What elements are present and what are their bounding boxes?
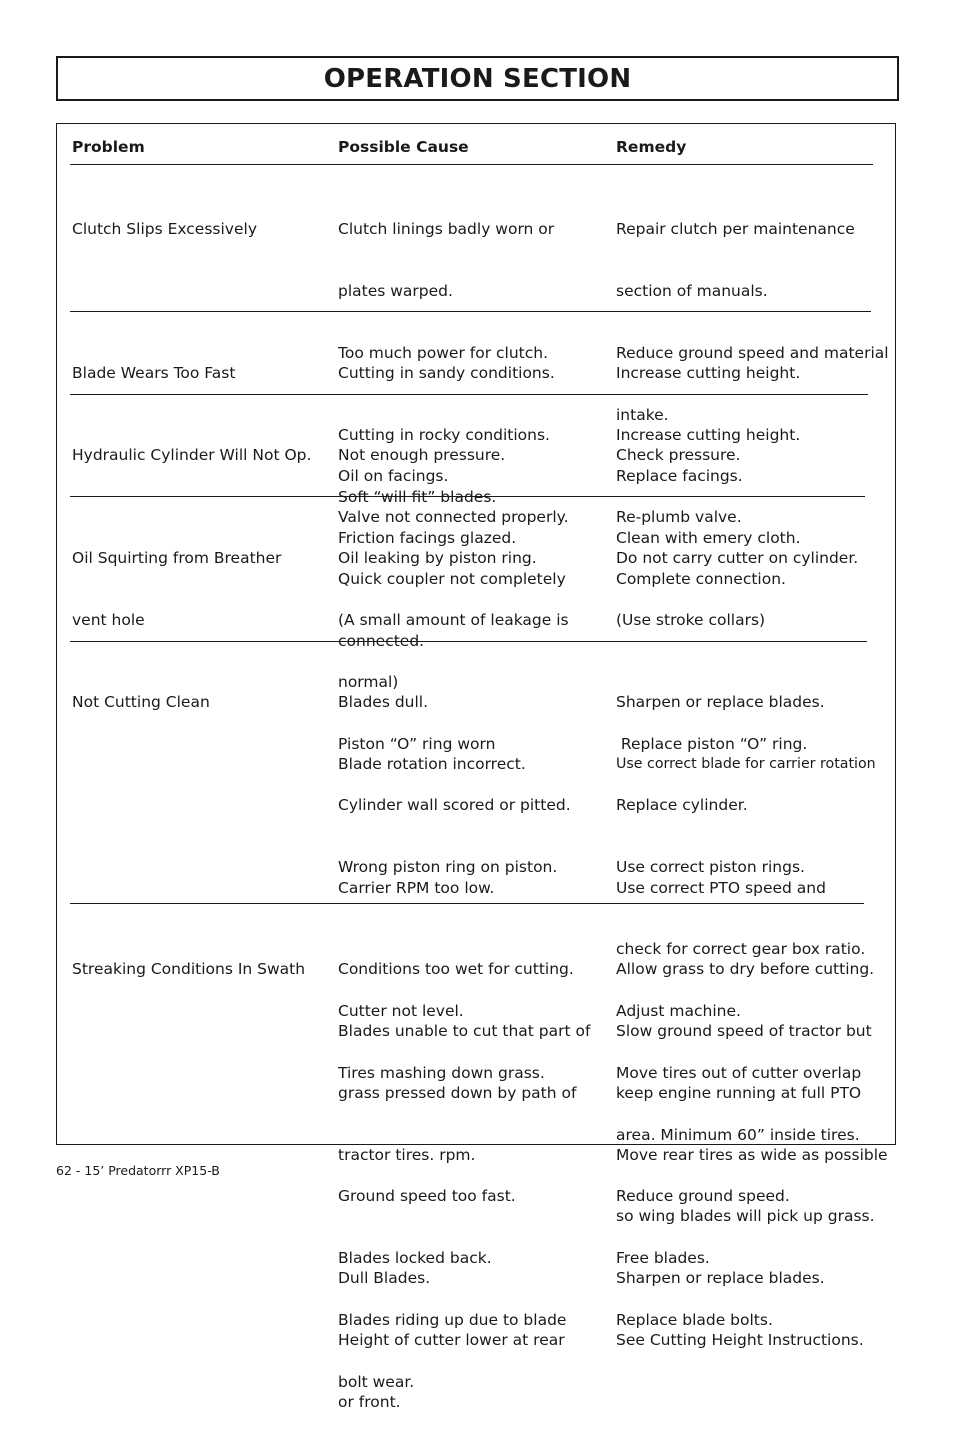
row-3-remedy: Do not carry cutter on cylinder. (Use stroke collars) Replace piston “O” ring. Replace cylinder. Use correct piston rings.	[616, 549, 859, 877]
row-3-problem: Oil Squirting from Breather vent hole	[72, 549, 282, 629]
header-remedy: Remedy	[616, 138, 687, 156]
header-problem: Problem	[72, 138, 145, 156]
row-4-remedy: Sharpen or replace blades. Use correct blade for carrier rotation Use correct PTO speed and check for correct gear box ratio. Adjust machine. Move tires out of cutter overlap area. Minimum 60” inside tires. Reduce ground speed. Free blades. Replace blade bolts.	[616, 693, 876, 1329]
row-0-remedy: Repair clutch per maintenance section of manuals. Reduce ground speed and material intake. Replace facings. Clean with emery cloth.	[616, 220, 889, 548]
row-5-problem: Streaking Conditions In Swath	[72, 960, 306, 979]
row-0-cause: Clutch linings badly worn or plates warped. Too much power for clutch. Oil on facings. Friction facings glazed.	[338, 220, 555, 548]
row-4-problem: Not Cutting Clean	[72, 693, 210, 712]
header-cause: Possible Cause	[338, 138, 469, 156]
row-1-remedy: Increase cutting height. Increase cutting height.	[616, 364, 801, 444]
row-2-problem: Hydraulic Cylinder Will Not Op.	[72, 446, 312, 465]
row-5-cause: Conditions too wet for cutting. Blades unable to cut that part of grass pressed down by path of tractor tires. rpm. Dull Blades. Height of cutter lower at rear or front.	[338, 960, 591, 1411]
row-2-remedy: Check pressure. Re-plumb valve. Complete connection.	[616, 446, 786, 588]
row-2-cause: Not enough pressure. Valve not connected properly. Quick coupler not completely connected.	[338, 446, 569, 650]
header-divider	[70, 164, 873, 165]
row-1-problem: Blade Wears Too Fast	[72, 364, 236, 383]
page-footer: 62 - 15’ Predatorrr XP15-B	[56, 1163, 220, 1178]
row-4-cause: Blades dull. Blade rotation incorrect. Carrier RPM too low. Cutter not level. Tires mashing down grass. Ground speed too fast. Blades locked back. Blades riding up due to blade bolt wear.	[338, 693, 567, 1391]
row-5-remedy: Allow grass to dry before cutting. Slow ground speed of tractor but keep engine running at full PTO Move rear tires as wide as possible so wing blades will pick up grass. Sharpen or replace blades. See Cutting Height Instructions.	[616, 960, 888, 1349]
row-3-cause: Oil leaking by piston ring. (A small amount of leakage is normal) Piston “O” ring worn Cylinder wall scored or pitted. Wrong piston ring on piston.	[338, 549, 571, 877]
section-title: OPERATION SECTION	[323, 63, 632, 94]
row-0-problem: Clutch Slips Excessively	[72, 220, 257, 239]
row-1-cause: Cutting in sandy conditions. Cutting in rocky conditions. Soft “will fit” blades.	[338, 364, 555, 506]
section-title-box	[56, 56, 899, 101]
